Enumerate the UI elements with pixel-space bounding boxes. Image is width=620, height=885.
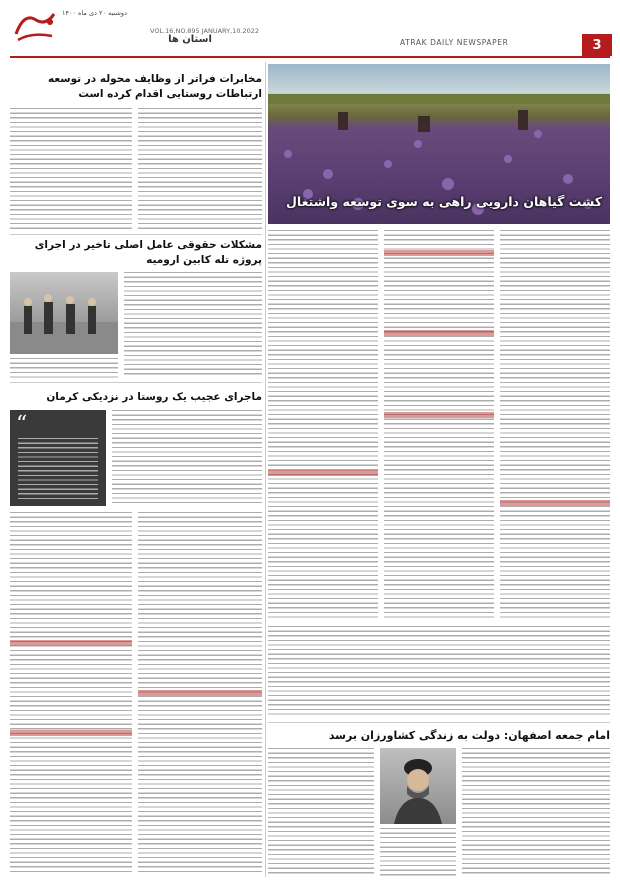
column-divider xyxy=(268,722,610,723)
lead-body xyxy=(268,626,610,718)
cleric-portrait-icon xyxy=(380,748,456,824)
isfahan-body xyxy=(380,842,456,876)
kerman-subhead xyxy=(10,730,132,736)
newspaper-logo xyxy=(12,6,58,46)
column-divider xyxy=(10,234,262,235)
atrak-logo-icon xyxy=(12,6,58,46)
saffron-field-photo xyxy=(268,64,610,224)
isfahan-body xyxy=(462,748,610,876)
column-divider xyxy=(10,382,262,383)
isfahan-caption xyxy=(380,828,456,838)
kerman-body xyxy=(10,512,132,872)
kerman-body xyxy=(112,410,262,506)
kerman-subhead xyxy=(138,690,262,696)
masthead xyxy=(0,0,620,58)
lead-subhead xyxy=(384,412,494,418)
mokhaberat-body xyxy=(10,108,132,230)
paper-name: ATRAK DAILY NEWSPAPER xyxy=(400,38,509,47)
page-number-badge: 3 xyxy=(582,34,612,56)
lead-body xyxy=(500,230,610,620)
issue-date: دوشنبه ۲۰ دی ماه ۱۴۰۰ xyxy=(62,9,127,17)
kerman-subhead xyxy=(10,640,132,646)
lead-subhead xyxy=(384,250,494,256)
isfahan-body xyxy=(268,748,374,876)
lead-body xyxy=(268,230,378,620)
lead-headline: کشت گیاهان دارویی راهی به سوی توسعه واشتغال xyxy=(286,194,602,209)
isfahan-headline: امام جمعه اصفهان: دولت به زندگی کشاورزان برسد xyxy=(328,729,610,742)
column-divider xyxy=(265,62,266,877)
lead-subhead xyxy=(384,330,494,336)
urmia-body xyxy=(124,272,262,378)
officials-photo-icon xyxy=(10,272,118,354)
mokhaberat-headline: مخابرات فراتر از وظایف محوله در توسعه ارتباطات روستایی اقدام کرده است xyxy=(47,73,262,100)
kerman-headline: ماجرای عجیب یک روستا در نزدیکی کرمان xyxy=(46,391,262,403)
quote-mark: “ xyxy=(16,412,28,437)
lead-subhead xyxy=(500,500,610,506)
lead-subhead xyxy=(268,470,378,476)
mokhaberat-body xyxy=(138,108,262,230)
volume-line: VOL.16,NO.895 JANUARY,10.2022 xyxy=(150,27,260,35)
urmia-photo xyxy=(10,272,118,354)
cleric-photo xyxy=(380,748,456,824)
lead-body xyxy=(384,230,494,620)
section-title: استان ها xyxy=(168,34,212,45)
kerman-quote-panel xyxy=(10,410,106,506)
urmia-caption xyxy=(10,358,118,378)
quote-text xyxy=(18,438,98,500)
urmia-headline: مشکلات حقوقی عامل اصلی تاخیر در اجرای پروژه تله کابین ارومیه xyxy=(34,239,262,266)
header-rule xyxy=(10,56,610,58)
